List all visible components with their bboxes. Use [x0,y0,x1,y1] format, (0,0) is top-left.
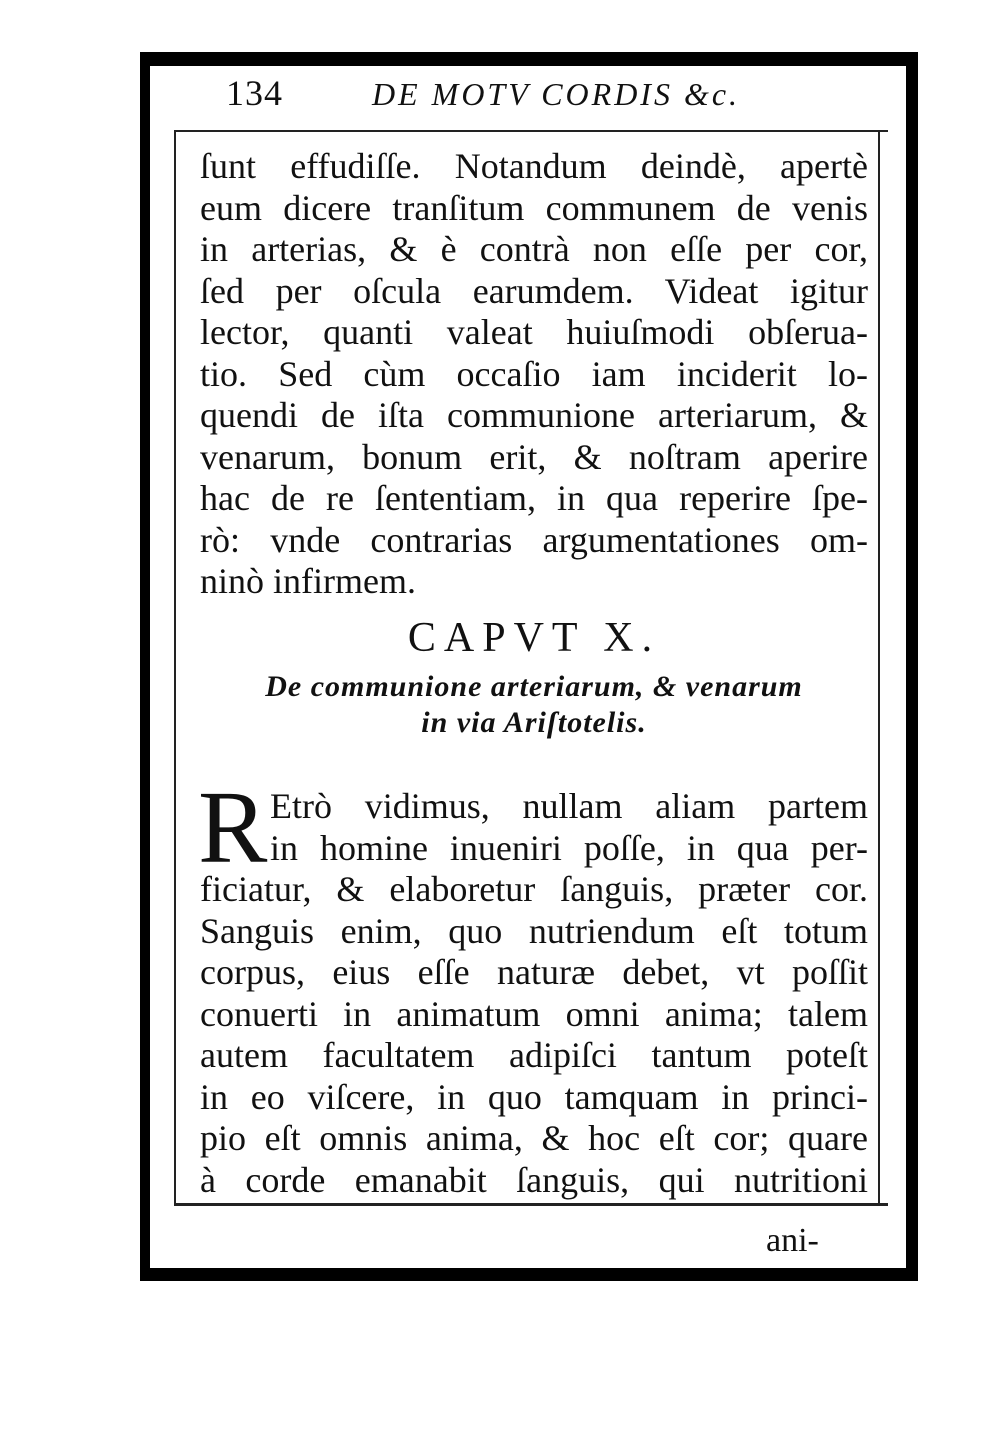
page-frame-left [140,52,150,1281]
page-header [226,72,816,116]
text-line: lector, quanti valeat huiuſmodi obſerua- [200,312,868,352]
text-line: venarum, bonum erit, & noſtram aperire [200,436,868,477]
chapter-paragraph [200,786,868,1201]
text-line: pio eſt omnis anima, & hoc eſt cor; quare [200,1118,868,1158]
text-line: ſed per oſcula earumdem. Videat igitur [200,270,868,311]
running-title: DE MOTV CORDIS &c. [372,76,741,112]
page-frame-right [906,52,918,1281]
text-line: ficiatur, & elaboretur ſanguis, præter cor. [200,869,868,909]
text-line: in arterias, & è contrà non eſſe per cor, [200,229,868,269]
paragraph-continued [200,146,868,603]
page-number: 134 [226,73,283,113]
inner-rule-left [174,130,176,1206]
page-frame-top [140,52,918,66]
text-line: eum dicere tranſitum communem de venis [200,187,868,228]
chapter-title: CAPVT X. [407,615,661,661]
chapter-subtitle: in via Ariſtotelis. [421,706,647,739]
inner-rule-top [174,130,888,132]
text-line: rò: vnde contrarias argumentationes om- [200,519,868,560]
text-line: à corde emanabit ſanguis, qui nutritioni [200,1159,868,1200]
text-line: ninò infirmem. [200,561,416,601]
chapter-subtitle: De communione arteriarum, & venarum [265,670,803,703]
page-frame-bottom [150,1268,918,1281]
text-line: Sanguis enim, quo nutriendum eſt totum [200,910,868,951]
text-line: autem facultatem adipiſci tantum poteſt [200,1035,868,1075]
text-line: conuerti in animatum omni anima; talem [200,993,868,1034]
text-line: in eo viſcere, in quo tamquam in princi- [200,1076,868,1117]
text-line: tio. Sed cùm occaſio iam inciderit lo- [200,353,868,394]
catchword: ani- [766,1222,819,1259]
drop-cap: R [198,770,268,885]
inner-rule-right [878,130,880,1206]
text-line: Etrò vidimus, nullam aliam partem [270,786,868,826]
inner-rule-bottom [174,1203,888,1206]
text-line: corpus, eius eſſe naturæ debet, vt poſſit [200,952,868,992]
text-line: hac de re ſententiam, in qua reperire ſpe- [200,478,868,518]
text-line: ſunt effudiſſe. Notandum deindè, apertè [200,146,868,186]
text-line: quendi de iſta communione arteriarum, & [200,395,868,435]
text-line: in homine inueniri poſſe, in qua per- [270,827,868,868]
